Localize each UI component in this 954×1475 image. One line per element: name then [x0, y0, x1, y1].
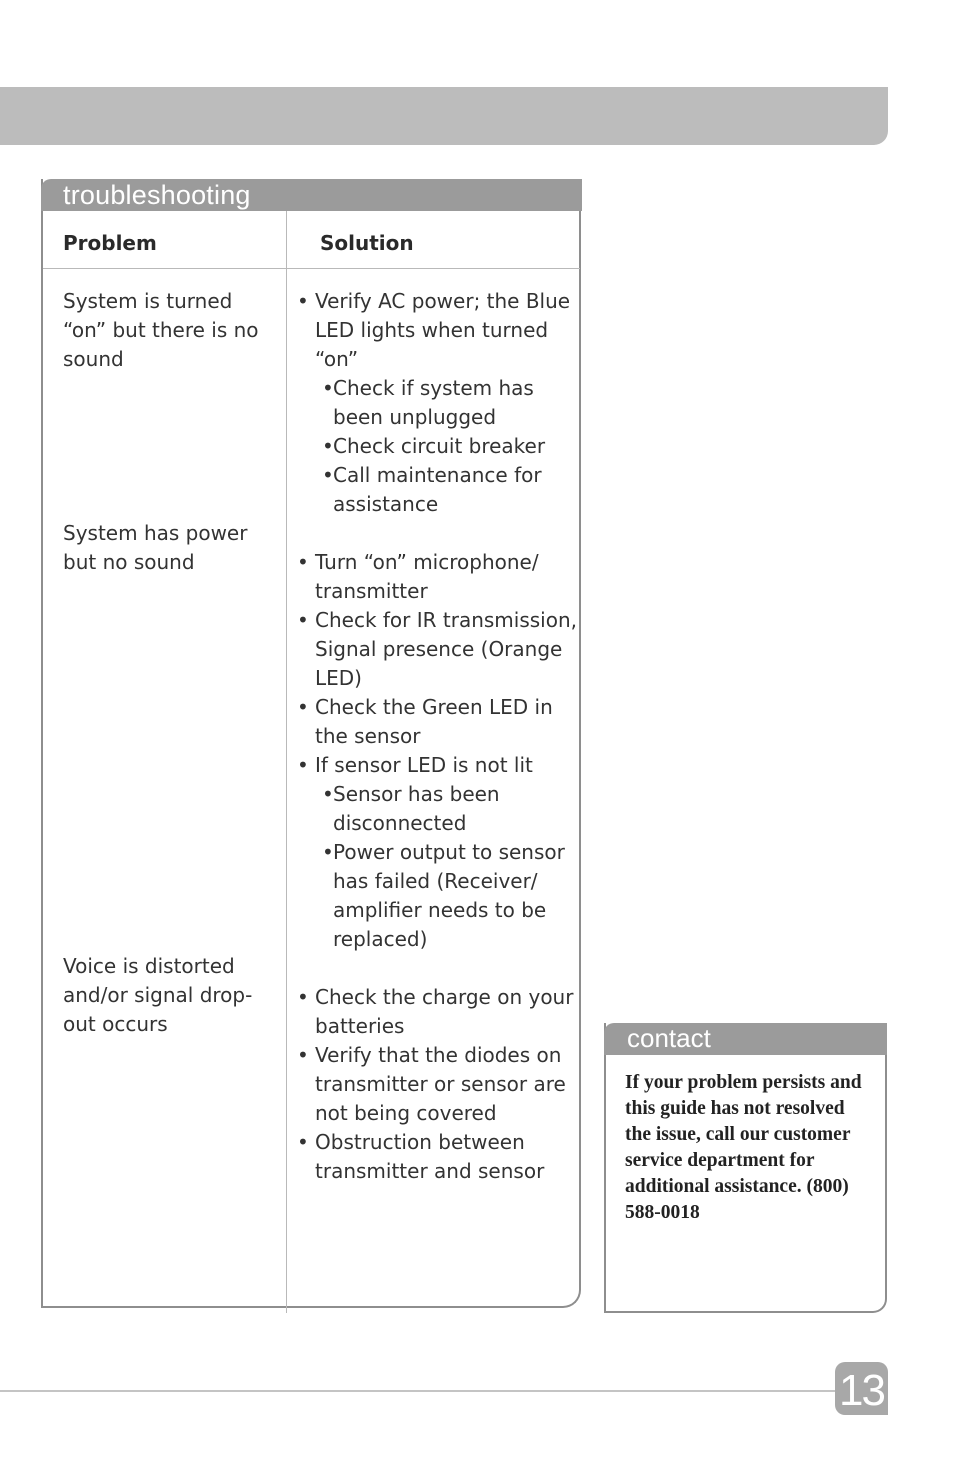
- bullet-item: [297, 751, 577, 780]
- bullet-text: Turn “on” microphone/ transmitter: [315, 550, 539, 603]
- bullet-icon: •: [297, 985, 309, 1009]
- problem-column-header: Problem: [63, 231, 157, 255]
- section-title: troubleshooting: [63, 180, 251, 210]
- solution-gap: [297, 519, 577, 548]
- problem-2: System has power but no sound: [63, 521, 248, 574]
- bullet-item: [297, 1041, 577, 1128]
- bullet-icon: •: [297, 1043, 309, 1067]
- bullet-text: Check the charge on your batteries: [315, 985, 574, 1038]
- bullet-icon: •: [322, 434, 334, 458]
- solution-column-header: Solution: [320, 231, 414, 255]
- bullet-text: Check the Green LED in the sensor: [315, 695, 553, 748]
- bullet-icon: •: [297, 695, 309, 719]
- bullet-icon: •: [297, 608, 309, 632]
- bullet-text: If sensor LED is not lit: [315, 753, 533, 777]
- bullet-item: [297, 1128, 577, 1186]
- header-band: [0, 87, 888, 145]
- bullet-text: Sensor has been disconnected: [333, 782, 500, 835]
- contact-text: If your problem persists and this guide has not resolved the issue, call our customer service department for additional assistance. (800) 588-0018: [625, 1072, 862, 1223]
- footer-rule: [0, 1390, 836, 1392]
- bullet-icon: •: [322, 376, 334, 400]
- sub-bullet-item: [297, 780, 577, 838]
- bullet-item: [297, 606, 577, 693]
- header-divider: [43, 268, 580, 269]
- bullet-text: Check circuit breaker: [333, 434, 546, 458]
- sub-bullet-item: [297, 374, 577, 432]
- solution-gap: [297, 954, 577, 983]
- sub-bullet-item: [297, 461, 577, 519]
- sub-bullet-item: [297, 432, 577, 461]
- problem-1: System is turned “on” but there is no sound: [63, 289, 259, 371]
- bullet-icon: •: [322, 782, 334, 806]
- bullet-icon: •: [297, 289, 309, 313]
- bullet-item: [297, 287, 577, 374]
- bullet-icon: •: [297, 1130, 309, 1154]
- bullet-text: Power output to sensor has failed (Receiver/ amplifier needs to be replaced): [333, 840, 565, 951]
- bullet-item: [297, 693, 577, 751]
- contact-title: contact: [627, 1023, 711, 1053]
- bullet-text: Verify that the diodes on transmitter or sensor are not being covered: [315, 1043, 566, 1125]
- column-divider: [286, 211, 287, 1313]
- bullet-item: [297, 983, 577, 1041]
- bullet-text: Check if system has been unplugged: [333, 376, 534, 429]
- bullet-icon: •: [297, 753, 309, 777]
- bullet-icon: •: [297, 550, 309, 574]
- bullet-text: Call maintenance for assistance: [333, 463, 542, 516]
- bullet-text: Obstruction between transmitter and sensor: [315, 1130, 545, 1183]
- sub-bullet-item: [297, 838, 577, 954]
- bullet-text: Verify AC power; the Blue LED lights when turned “on”: [315, 289, 571, 371]
- bullet-item: [297, 548, 577, 606]
- solution-list: [297, 287, 577, 1186]
- bullet-icon: •: [322, 463, 334, 487]
- page-number: 13: [839, 1366, 884, 1415]
- bullet-icon: •: [322, 840, 334, 864]
- bullet-text: Check for IR transmission, Signal presence (Orange LED): [315, 608, 578, 690]
- problem-3: Voice is distorted and/or signal drop-out occurs: [63, 954, 253, 1036]
